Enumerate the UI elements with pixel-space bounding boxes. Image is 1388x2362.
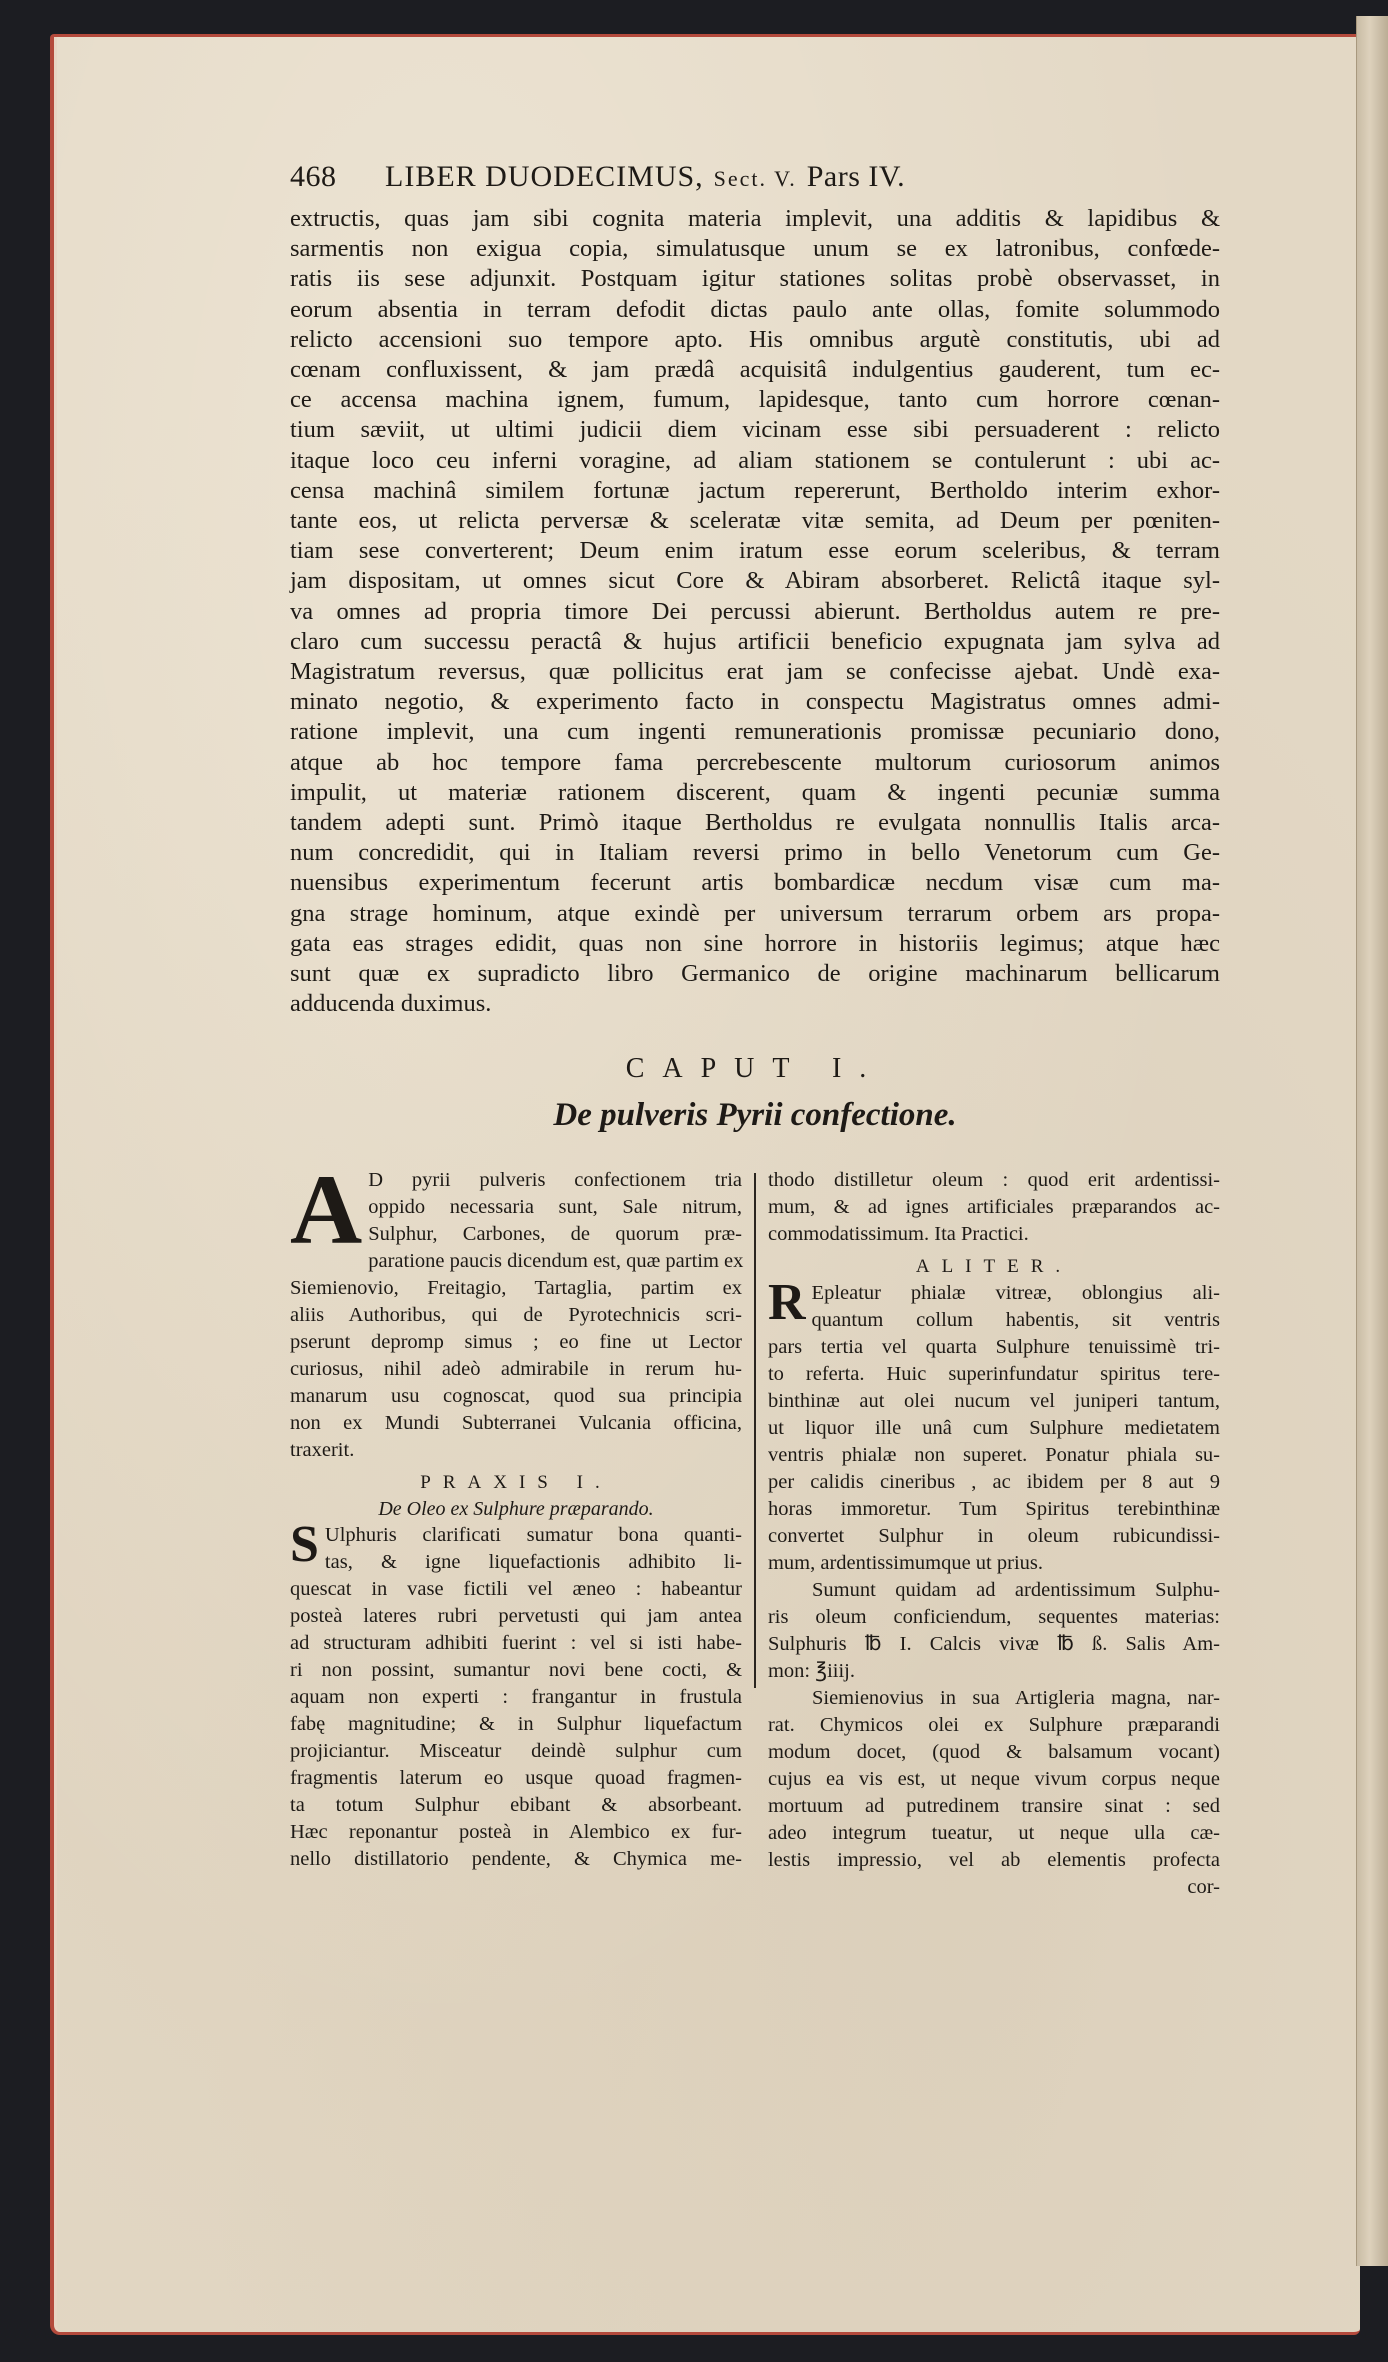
text-line: ratione implevit, una cum ingenti remunerationis promissæ pecuniario dono, [290,718,1220,746]
drop-cap-r: R [767,1274,806,1332]
text-line: modum docet, (quod & balsamum vocant) [767,1741,1220,1764]
book-title: LIBER DUODECIMUS, [385,160,704,193]
text-line: adducenda duximus. [290,990,492,1018]
aliter-paragraph [767,1274,1220,1334]
text-line: aliis Authoribus, qui de Pyrotechnicis scri- [290,1304,743,1327]
text-line: eorum absentia in terram defodit dictas paulo ante ollas, fomite solummodo [290,295,1220,323]
text-line: tiam sese converterent; Deum enim iratum esse eorum sceleribus, & terram [290,537,1220,565]
aliter-heading: ALITER. [915,1256,1073,1278]
text-line: pserunt depromp simus ; eo fine ut Lector [290,1331,743,1354]
praxis-paragraph [290,1516,743,1576]
text-line: quantum collum habentis, sit ventris [811,1309,1220,1332]
text-line: Sumunt quidam ad ardentissimum Sulphu- [811,1579,1220,1602]
text-line: traxerit. [290,1439,355,1462]
text-line: ventris phialæ non superet. Ponatur phiala su- [767,1444,1220,1467]
text-line: atque ab hoc tempore fama percrebescente multorum curiosorum animos [290,748,1220,776]
main-paragraph [290,204,1220,1019]
two-column-body [290,1154,1220,1901]
text-line: tante eos, ut relicta perversæ & sceleratæ vitæ semita, ad Deum per pœniten- [290,507,1220,535]
text-line: ce accensa machina ignem, fumum, lapidesque, tanto cum horrore cœnan- [290,386,1220,414]
text-line: itaque loco ceu inferni voragine, ad aliam stationem se contulerunt : ubi ac- [290,446,1220,474]
text-line: sarmentis non exigua copia, simulatusque unum se ex latronibus, confœde- [290,235,1220,263]
text-line: non ex Mundi Subterranei Vulcania officina, [290,1412,743,1435]
text-line: extructis, quas jam sibi cognita materia implevit, una additis & lapidibus & [290,205,1220,232]
text-line: D pyrii pulveris confectionem tria [368,1169,743,1192]
text-line: thodo distilletur oleum : quod erit ardentissi- [767,1169,1220,1192]
chapter-subtitle: De pulveris Pyrii confectione. [553,1097,957,1134]
text-line: mon: ℥iiij. [767,1660,855,1683]
text-line: to referta. Huic superinfundatur spiritus tere- [767,1363,1220,1386]
text-line: projiciantur. Misceatur deindè sulphur cum [290,1740,743,1763]
text-line: sunt quæ ex supradicto libro Germanico de origine machinarum bellicarum [290,960,1220,988]
text-line: ut liquor ille unâ cum Sulphure medietatem [767,1417,1220,1440]
text-line: aquam non experti : frangantur in frustula [290,1686,743,1709]
text-line: claro cum successu peractâ & hujus artificii beneficio expugnata jam sylva ad [290,627,1220,655]
text-line: per calidis cineribus , ac ibidem per 8 aut 9 [767,1471,1220,1494]
text-line: Hæc reponantur posteà in Alembico ex fur- [290,1821,743,1844]
drop-cap-s: S [290,1516,319,1574]
text-line: Epleatur phialæ vitreæ, oblongius ali- [811,1282,1220,1305]
text-line: oppido necessaria sunt, Sale nitrum, [368,1196,743,1219]
text-line: commodatissimum. Ita Practici. [767,1223,1029,1246]
left-column [290,1154,754,1901]
page-number: 468 [290,160,337,193]
text-line: va omnes ad propria timore Dei percussi abierunt. Bertholdus autem re pre- [290,597,1220,625]
text-line: censa machinâ similem fortunæ jactum repererunt, Bertholdo interim exhor- [290,476,1220,504]
text-line: ta totum Sulphur ebibant & absorbeant. [290,1794,743,1817]
text-line: Siemienovius in sua Artigleria magna, nar- [811,1687,1220,1710]
text-line: nuensibus experimentum fecerunt artis bombardicæ necdum visæ cum ma- [290,869,1220,897]
text-line: pars tertia vel quarta Sulphure tenuissimè tri- [767,1336,1220,1359]
text-line: mum, ardentissimumque ut prius. [767,1552,1044,1575]
text-line: gna strage hominum, atque exindè per universum terrarum orbem ars propa- [290,899,1220,927]
text-line: horas immoretur. Tum Spiritus terebinthinæ [767,1498,1220,1521]
text-line: fragmentis laterum eo usque quoad fragmen- [290,1767,743,1790]
text-line: gata eas strages edidit, quas non sine horrore in historiis legimus; atque hæc [290,929,1220,957]
text-line: tium sæviit, ut ultimi judicii diem vicinam esse sibi persuaderent : relicto [290,416,1220,444]
text-line: cœnam confluxissent, & jam prædâ acquisitâ indulgentius gauderent, tum ec- [290,356,1220,384]
text-line: cujus ea vis est, ut neque vivum corpus neque [767,1768,1220,1791]
text-line: ad structuram adhibiti fuerint : vel si isti habe- [290,1632,743,1655]
text-line: fabę magnitudine; & in Sulphur liquefactum [290,1713,743,1736]
text-line: rat. Chymicos olei ex Sulphure præparandi [767,1714,1220,1737]
chapter-heading: CAPUT I. [625,1053,885,1085]
drop-cap-a: A [290,1154,363,1266]
text-line: Ulphuris clarificati sumatur bona quanti- [324,1524,743,1547]
text-line: manarum usu cognoscat, quod sua principia [290,1385,743,1408]
text-line: Sulphuris ℔ I. Calcis vivæ ℔ ß. Salis Am- [767,1633,1220,1656]
text-line: quescat in vase fictili vel æneo : habeantur [290,1578,743,1601]
text-line: adeo integrum tueatur, ut neque ulla cæ- [767,1822,1220,1845]
text-line: curiosus, nihil adeò admirabile in rerum hu- [290,1358,743,1381]
catchword: cor- [1187,1876,1220,1899]
text-line: Magistratum reversus, quæ pollicitus erat jam se confecisse ajebat. Undè exa- [290,658,1220,686]
text-line: posteà lateres rubri pervetusti qui jam antea [290,1605,743,1628]
page-text-block [290,160,1220,1901]
text-line: mortuum ad putredinem transire sinat : sed [767,1795,1220,1818]
text-line: ris oleum conficiendum, sequentes materias: [767,1606,1220,1629]
section-label: Sect. V. [713,166,797,191]
part-label: Pars IV. [806,160,906,193]
praxis-heading: PRAXIS I. [420,1472,612,1494]
page-edge-stack [1356,16,1388,2266]
text-line: Sulphur, Carbones, de quorum præ- [368,1223,743,1246]
text-line: impulit, ut materiæ rationem discerent, quam & ingenti pecuniæ summa [290,778,1220,806]
text-line: mum, & ad ignes artificiales præparandos ac- [767,1196,1220,1219]
text-line: tandem adepti sunt. Primò itaque Bertholdus re evulgata nonnullis Italis arca- [290,809,1220,837]
text-line: binthinæ aut olei nucum vel juniperi tantum, [767,1390,1220,1413]
text-line: paratione paucis dicendum est, quæ partim ex [368,1250,744,1273]
text-line: ratis iis sese adjunxit. Postquam igitur stationes solitas probè observasset, in [290,265,1220,293]
right-column [756,1167,1220,1901]
text-line: tas, & igne liquefactionis adhibito li- [324,1551,743,1574]
text-line: ri non possint, sumantur novi bene cocti, & [290,1659,743,1682]
text-line: minato negotio, & experimento facto in conspectu Magistratus omnes admi- [290,688,1220,716]
running-head [290,160,1220,200]
text-line: lestis impressio, vel ab elementis profecta [767,1849,1220,1872]
text-line: nello distillatorio pendente, & Chymica me- [290,1848,743,1871]
text-line: num concredidit, qui in Italiam reversi primo in bello Venetorum cum Ge- [290,839,1220,867]
praxis-subtitle: De Oleo ex Sulphure præparando. [378,1498,654,1521]
text-line: Siemienovio, Freitagio, Tartaglia, partim ex [290,1277,743,1300]
text-line: convertet Sulphur in oleum rubicundissi- [767,1525,1220,1548]
text-line: jam dispositam, ut omnes sicut Core & Abiram absorberet. Relictâ itaque syl- [290,567,1220,595]
text-line: relicto accensioni suo tempore apto. His omnibus argutè constitutis, ubi ad [290,325,1220,353]
